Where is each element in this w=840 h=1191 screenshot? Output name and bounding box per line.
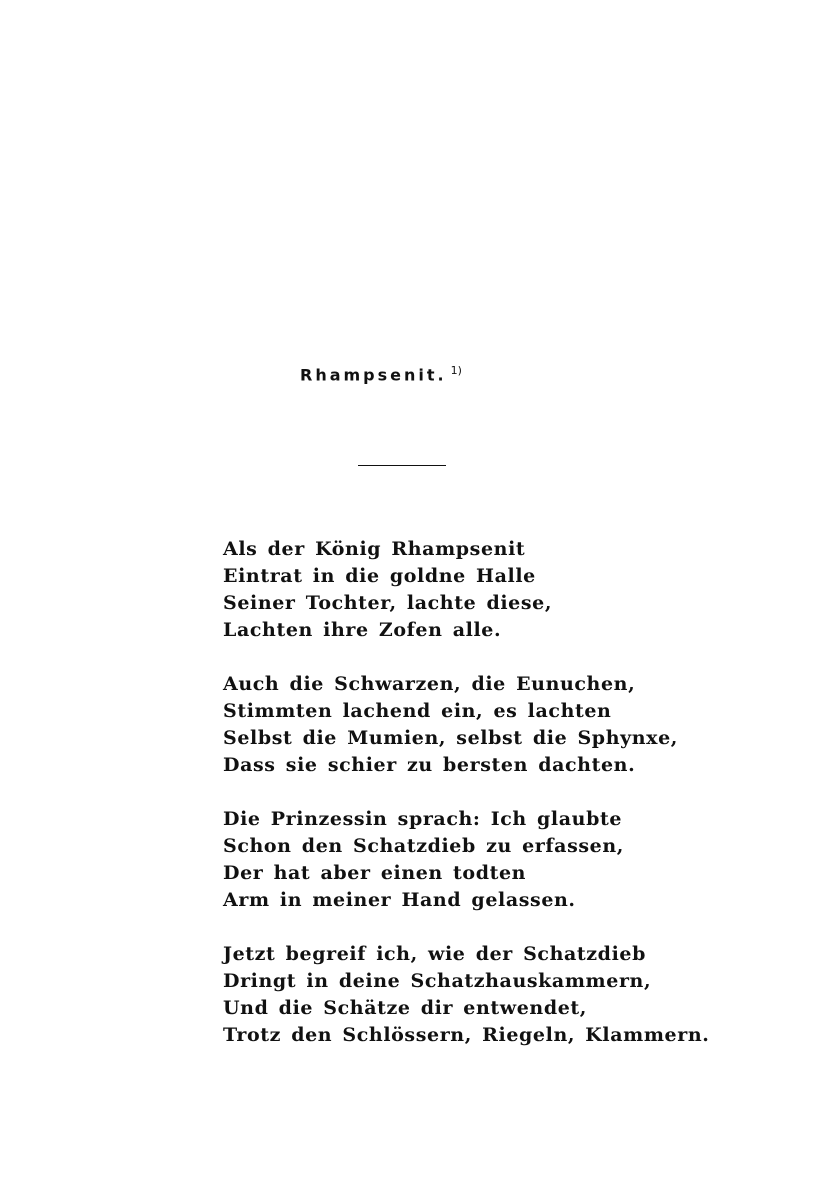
- poem-line: Als der König Rhampsenit: [223, 538, 526, 560]
- stanza-2: [223, 671, 743, 779]
- stanza-4: [223, 941, 743, 1049]
- poem-title: [300, 364, 462, 384]
- footnote-marker: 1): [450, 364, 462, 377]
- poem-line: Selbst die Mumien, selbst die Sphynxe,: [223, 727, 678, 749]
- stanza-3: [223, 806, 743, 914]
- poem-line: Und die Schätze dir entwendet,: [223, 997, 588, 1019]
- poem-line: Schon den Schatzdieb zu erfassen,: [223, 835, 624, 857]
- poem-line: Seiner Tochter, lachte diese,: [223, 592, 553, 614]
- poem-line: Dringt in deine Schatzhauskammern,: [223, 970, 652, 992]
- poem-line: Stimmten lachend ein, es lachten: [223, 700, 612, 722]
- poem-line: Dass sie schier zu bersten dachten.: [223, 754, 636, 776]
- poem-line: Lachten ihre Zofen alle.: [223, 619, 502, 641]
- poem-line: Arm in meiner Hand gelassen.: [223, 889, 576, 911]
- title-divider: [358, 465, 446, 466]
- poem-line: Trotz den Schlössern, Riegeln, Klammern.: [223, 1024, 710, 1046]
- poem-line: Eintrat in die goldne Halle: [223, 565, 536, 587]
- poem-line: Der hat aber einen todten: [223, 862, 527, 884]
- poem-title-text: Rhampsenit.: [300, 365, 447, 385]
- poem-line: Auch die Schwarzen, die Eunuchen,: [223, 673, 636, 695]
- poem-line: Jetzt begreif ich, wie der Schatzdieb: [223, 943, 646, 965]
- poem-body: [223, 536, 743, 1076]
- poem-line: Die Prinzessin sprach: Ich glaubte: [223, 808, 623, 830]
- stanza-1: [223, 536, 743, 644]
